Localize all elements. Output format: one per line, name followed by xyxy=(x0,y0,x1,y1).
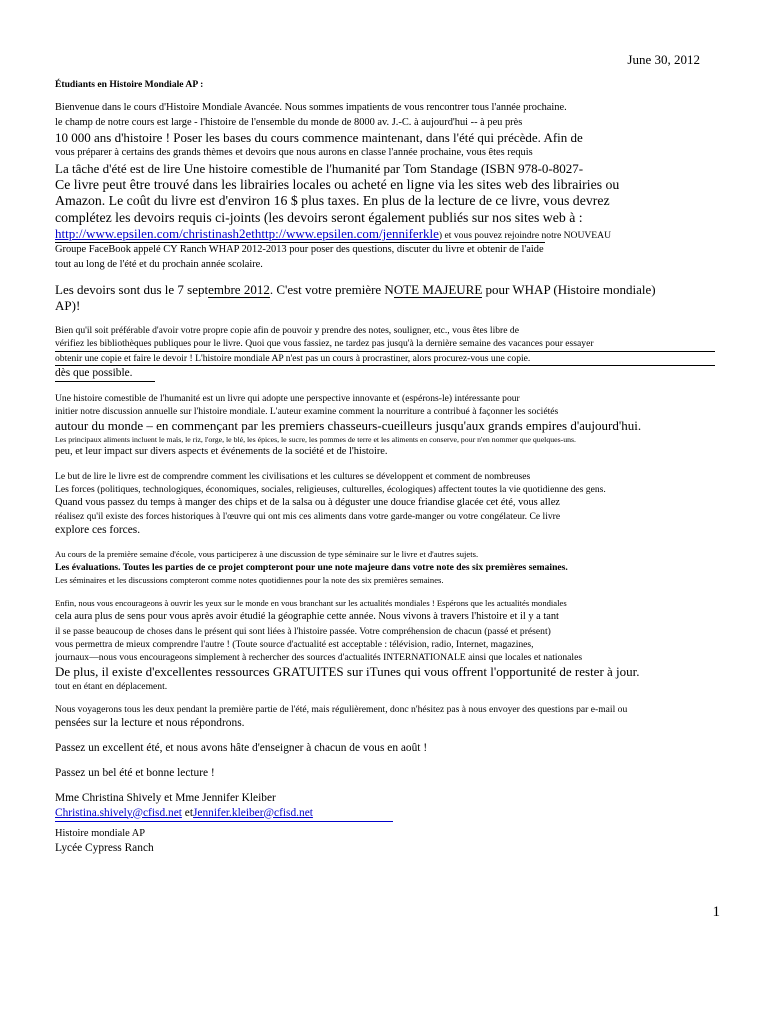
text-line: Enfin, nous vous encourageons à ouvrir les yeux sur le monde en vous branchant sur les actualités mondiales ! Espérons que les actualités mondiales xyxy=(55,598,567,608)
epsilen-link-shively[interactable]: http://www.epsilen.com/christinash2e xyxy=(55,226,252,241)
text-line: le champ de notre cours est large - l'histoire de l'ensemble du monde de 8000 av. J.-C. à aujourd'hui -- à peu près xyxy=(55,116,523,128)
text-line: Amazon. Le coût du livre est d'environ 16 $ plus taxes. En plus de la lecture de ce livre, vous devrez xyxy=(55,193,610,208)
text-line: Quand vous passez du temps à manger des chips et de la salsa ou à déguster une douce friandise glacée cet été, vous allez xyxy=(55,496,560,508)
text-line: complétez les devoirs requis ci-joints (les devoirs seront également publiés sur nos sites web à : xyxy=(55,209,583,225)
book-description-paragraph xyxy=(55,392,715,460)
text-line: Les principaux aliments incluent le maïs, le riz, l'orge, le blé, les épices, le sucre, les pommes de terre et les aliments en conserve, pour n'en nommer que quelques-uns. xyxy=(55,435,576,444)
due-date-paragraph xyxy=(55,282,715,314)
evaluation-paragraph xyxy=(55,548,715,587)
signature-block xyxy=(55,791,715,857)
closing-line: Passez un bel été et bonne lecture ! xyxy=(55,766,215,779)
text-line: Bienvenue dans le cours d'Histoire Mondiale Avancée. Nous sommes impatients de vous rencontrer tous l'année prochaine. xyxy=(55,102,567,113)
text-line xyxy=(55,282,715,298)
due-date: embre 2012 xyxy=(208,282,270,297)
text-line: Les évaluations. Toutes les parties de ce projet compteront pour une note majeure dans votre note des six premières semaines. xyxy=(55,562,568,573)
text-line: 10 000 ans d'histoire ! Poser les bases du cours commence maintenant, dans l'été qui précède. Afin de xyxy=(55,130,583,145)
text-line: tout au long de l'été et du prochain année scolaire. xyxy=(55,258,263,270)
letter-body xyxy=(55,78,715,856)
text-line: De plus, il existe d'excellentes ressources GRATUITES sur iTunes qui vous offrent l'opportunité de rester à jour. xyxy=(55,663,640,679)
text-line: réalisez qu'il existe des forces historiques à l'œuvre qui ont mis ces aliments dans votre garde-manger ou votre congélateur. Ce livre xyxy=(55,511,561,522)
text-line: Bien qu'il soit préférable d'avoir votre propre copie afin de pouvoir y prendre des notes, souligner, etc., vous êtes libre de xyxy=(55,325,519,336)
text-line: Ce livre peut être trouvé dans les librairies locales ou acheté en ligne via les sites web des librairies ou xyxy=(55,176,620,192)
epsilen-link-kleiber[interactable]: thttp://www.epsilen.com/jenniferkle xyxy=(251,226,439,241)
text-line: tout en étant en déplacement. xyxy=(55,680,168,692)
text-line: journaux—nous vous encourageons simplement à rechercher des sources d'actualités INTERNATIONALE ainsi que locales et nationales xyxy=(55,651,583,663)
text-line: obtenir une copie et faire le devoir ! L'histoire mondiale AP n'est pas un cours à procrastiner, alors procurez-vous une copie. xyxy=(55,352,715,366)
text-line: Groupe FaceBook appelé CY Ranch WHAP 2012-2013 pour poser des questions, discuter du livre et obtenir de l'aide xyxy=(55,242,545,258)
text-line: peu, et leur impact sur divers aspects et événements de la société et de l'histoire. xyxy=(55,446,388,457)
links-after-text: ) et vous pouvez rejoindre notre NOUVEAU xyxy=(438,230,612,241)
email-line xyxy=(55,806,393,822)
text-line: AP)! xyxy=(55,298,81,313)
text-line: Les séminaires et les discussions compteront comme notes quotidiennes pour la note des six premières semaines. xyxy=(55,575,444,585)
text-line: Le but de lire le livre est de comprendre comment les civilisations et les cultures se développent et comment de nombreuses xyxy=(55,470,531,482)
note-majeure: OTE MAJEURE xyxy=(393,282,483,297)
greeting: Étudiants en Histoire Mondiale AP : xyxy=(55,79,204,90)
intro-paragraph xyxy=(55,101,715,272)
copy-paragraph xyxy=(55,324,715,382)
text-line: vérifiez les bibliothèques publiques pour le livre. Quoi que vous fassiez, ne tardez pas jusqu'à la dernière semaine des vacances pour essayer xyxy=(55,338,594,349)
text-line: il se passe beaucoup de choses dans le présent qui sont liées à l'histoire passée. Votre compréhension de chacun (passé et présent) xyxy=(55,625,551,637)
links-line xyxy=(55,226,715,242)
text-line: Nous voyagerons tous les deux pendant la première partie de l'été, mais régulièrement, donc n'hésitez pas à nous envoyer des questions par e-mail ou xyxy=(55,703,628,715)
school-name: Lycée Cypress Ranch xyxy=(55,842,154,854)
text-line: Une histoire comestible de l'humanité est un livre qui adopte une perspective innovante et (espérons-le) intéressante pour xyxy=(55,393,520,404)
text-line: La tâche d'été est de lire Une histoire comestible de l'humanité par Tom Standage (ISBN 978-0-8027- xyxy=(55,160,584,176)
closing-line: Passez un excellent été, et nous avons hâte d'enseigner à chacun de vous en août ! xyxy=(55,741,428,754)
due-text: pour WHAP (Histoire mondiale) xyxy=(482,282,656,297)
text-line: Les forces (politiques, technologiques, économiques, sociales, religieuses, culturelles, écologiques) affectent toutes la vie quotidienne des gens. xyxy=(55,483,606,495)
course-name: Histoire mondiale AP xyxy=(55,827,146,839)
text-line: vous permettra de mieux comprendre l'autre ! (Toute source d'actualité est acceptable : télévision, radio, Internet, magazines, xyxy=(55,638,534,650)
text-line: autour du monde – en commençant par les premiers chasseurs-cueilleurs jusqu'aux grands empires d'aujourd'hui. xyxy=(55,418,642,433)
signature-names: Mme Christina Shively et Mme Jennifer Kleiber xyxy=(55,791,276,804)
text-line: explore ces forces. xyxy=(55,524,141,536)
news-paragraph xyxy=(55,597,715,693)
page-number: 1 xyxy=(712,904,720,920)
text-line: Au cours de la première semaine d'école, vous participerez à une discussion de type séminaire sur le livre et d'autres sujets. xyxy=(55,549,479,559)
letter-date: June 30, 2012 xyxy=(627,52,700,67)
due-text: . C'est votre première N xyxy=(269,282,394,297)
due-text: Les devoirs sont dus le 7 sept xyxy=(55,282,209,297)
asap-text: dès que possible. xyxy=(55,366,155,382)
text-line xyxy=(55,366,715,382)
email-separator: et xyxy=(181,806,193,819)
text-line: pensées sur la lecture et nous répondrons. xyxy=(55,716,245,729)
questions-paragraph xyxy=(55,703,715,731)
text-line: cela aura plus de sens pour vous après avoir étudié la géographie cette année. Nous vivons à travers l'histoire et il y a tant xyxy=(55,611,559,622)
text-line: vous préparer à certains des grands thèmes et devoirs que nous aurons en classe l'année prochaine, vous êtes requis xyxy=(55,147,533,158)
text-line: initier notre discussion annuelle sur l'histoire mondiale. L'auteur examine comment la nourriture a contribué à façonner les sociétés xyxy=(55,406,559,417)
purpose-paragraph xyxy=(55,470,715,539)
email-shively-link[interactable]: Christina.shively@cfisd.net xyxy=(55,806,182,819)
email-kleiber-link[interactable]: Jennifer.kleiber@cfisd.net xyxy=(193,806,313,819)
